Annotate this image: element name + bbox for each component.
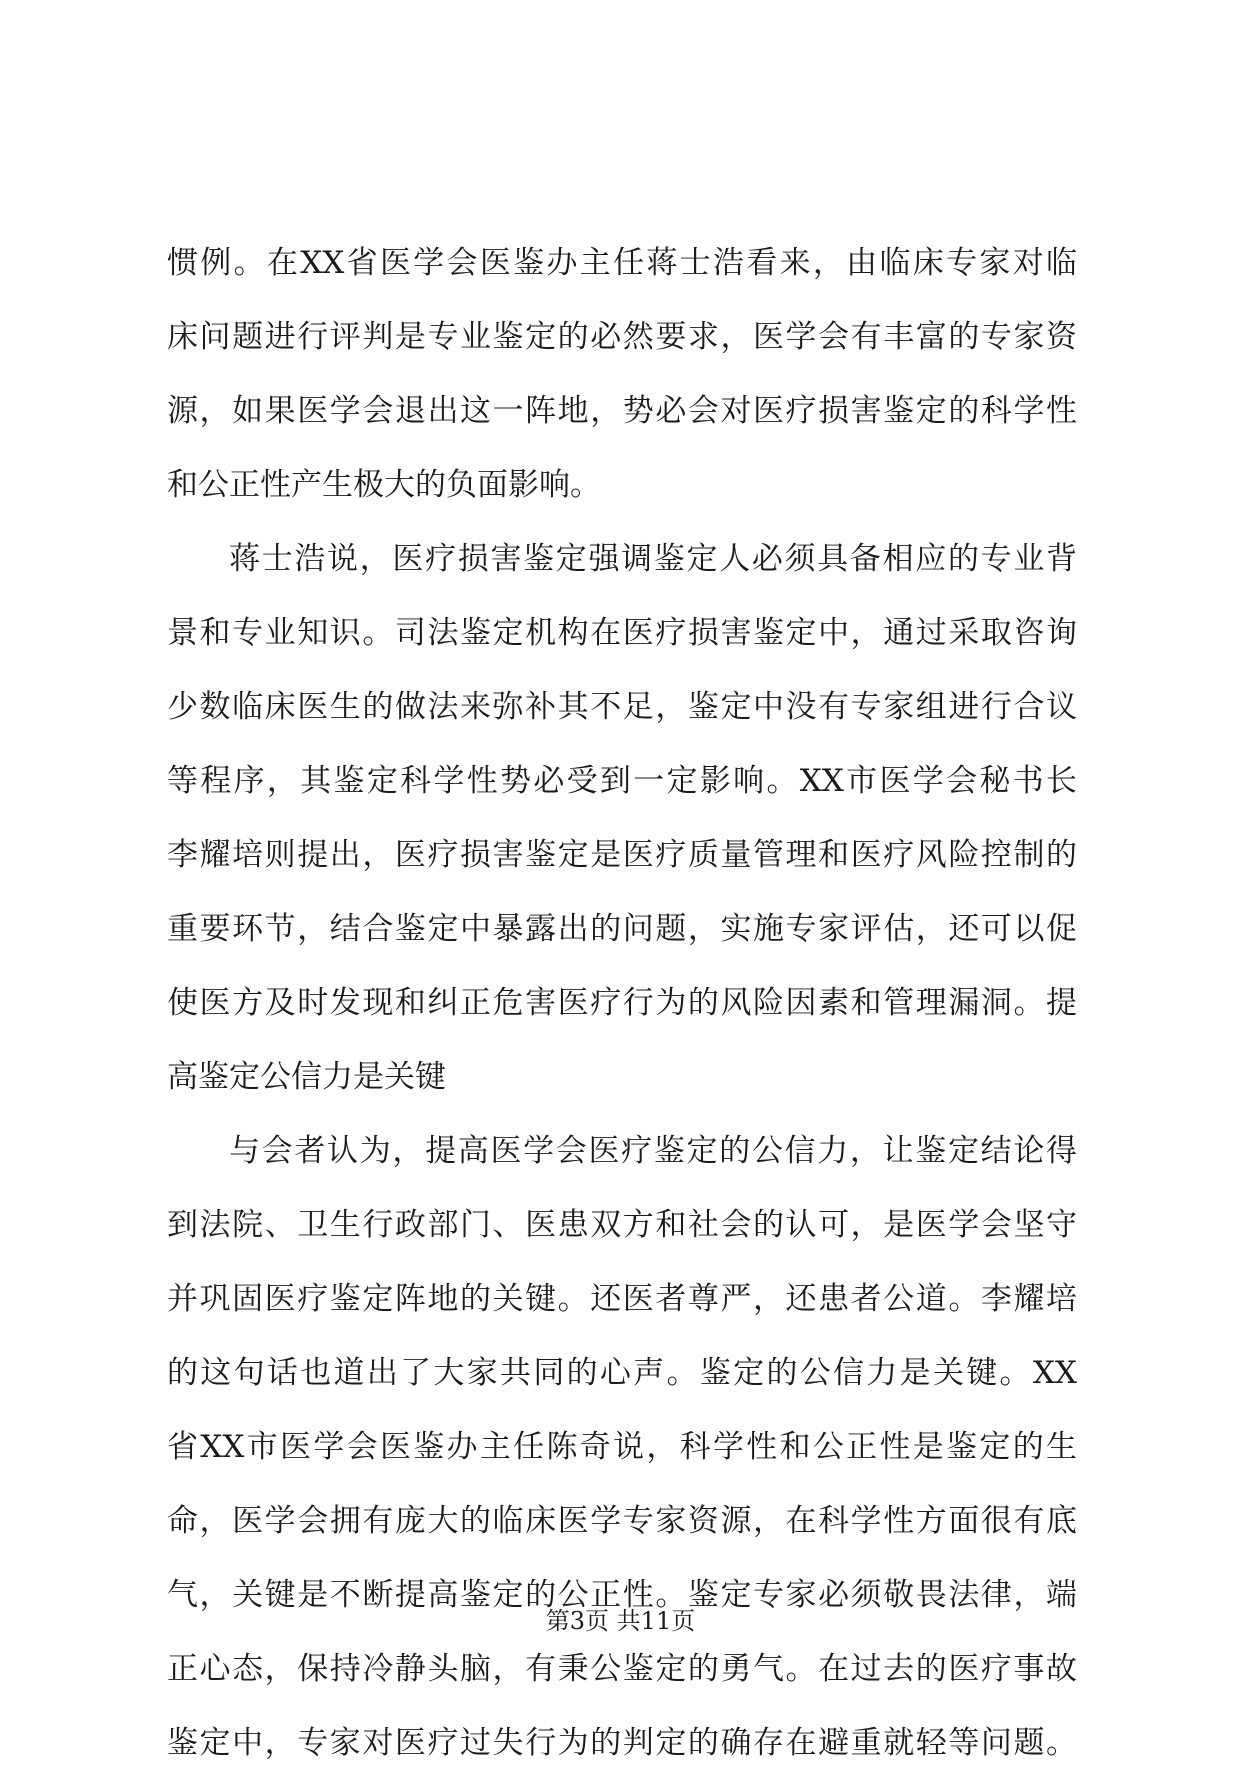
text-line: 和公正性产生极大的负面影响。: [167, 467, 601, 503]
text-line: 并巩固医疗鉴定阵地的关键。还医者尊严，还患者公道。李耀培: [167, 1281, 1077, 1317]
text-line: 源，如果医学会退出这一阵地，势必会对医疗损害鉴定的科学性: [167, 393, 1077, 429]
text-line: 气，关键是不断提高鉴定的公正性。鉴定专家必须敬畏法律，端: [167, 1577, 1077, 1613]
text-line: 省XX市医学会医鉴办主任陈奇说，科学性和公正性是鉴定的生: [167, 1429, 1077, 1465]
text-line: 景和专业知识。司法鉴定机构在医疗损害鉴定中，通过采取咨询: [167, 615, 1077, 651]
text-line: 少数临床医生的做法来弥补其不足，鉴定中没有专家组进行合议: [167, 689, 1077, 725]
page-number-footer: 第3页 共11页: [545, 1607, 696, 1635]
text-line: 使医方及时发现和纠正危害医疗行为的风险因素和管理漏洞。提: [167, 985, 1077, 1021]
paragraph-start-line: 蒋士浩说，医疗损害鉴定强调鉴定人必须具备相应的专业背: [229, 541, 1077, 577]
text-line: 到法院、卫生行政部门、医患双方和社会的认可，是医学会坚守: [167, 1207, 1077, 1243]
text-line: 正心态，保持冷静头脑，有秉公鉴定的勇气。在过去的医疗事故: [167, 1651, 1077, 1687]
text-line: 床问题进行评判是专业鉴定的必然要求，医学会有丰富的专家资: [167, 319, 1077, 355]
paragraph-start-line: 与会者认为，提高医学会医疗鉴定的公信力，让鉴定结论得: [229, 1133, 1077, 1169]
text-line: 命，医学会拥有庞大的临床医学专家资源，在科学性方面很有底: [167, 1503, 1077, 1539]
text-line: 高鉴定公信力是关键: [167, 1059, 446, 1095]
text-line: 重要环节，结合鉴定中暴露出的问题，实施专家评估，还可以促: [167, 911, 1077, 947]
body-text: [167, 226, 1077, 1780]
text-line: 惯例。在XX省医学会医鉴办主任蒋士浩看来，由临床专家对临: [167, 245, 1077, 281]
text-line: 的这句话也道出了大家共同的心声。鉴定的公信力是关键。XX: [167, 1355, 1077, 1391]
text-line: 等程序，其鉴定科学性势必受到一定影响。XX市医学会秘书长: [167, 763, 1077, 799]
text-line: 鉴定中，专家对医疗过失行为的判定的确存在避重就轻等问题。: [167, 1725, 1077, 1761]
text-line: 李耀培则提出，医疗损害鉴定是医疗质量管理和医疗风险控制的: [167, 837, 1077, 873]
